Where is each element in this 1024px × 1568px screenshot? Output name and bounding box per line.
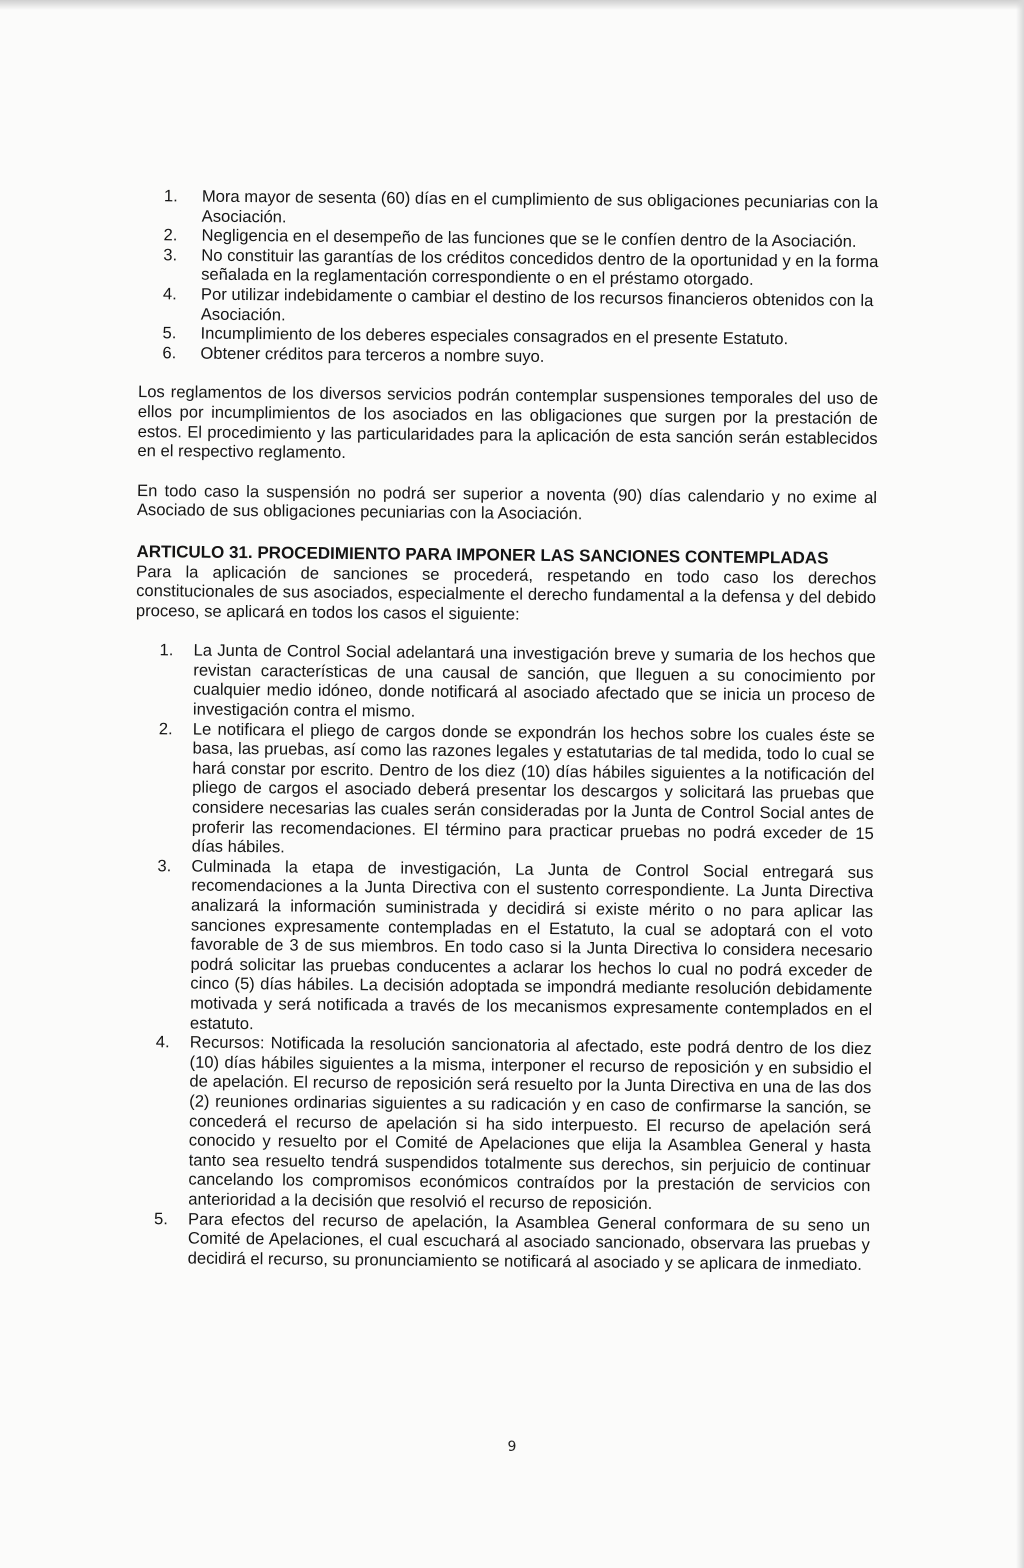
- list-item: 1. Mora mayor de sesenta (60) días en el cumplimiento de sus obligaciones pecuniarias con la Asociación.: [163, 186, 879, 227]
- page-number: 9: [507, 1439, 517, 1455]
- scan-edge-top: [0, 0, 1024, 10]
- paragraph-regulations: Los reglamentos de los diversos servicios podrán contemplar suspensiones temporales del uso de ellos por incumplimientos de los asociados en las obligaciones que surgen por la prestación de estos. El procedimiento y las particularidades para la aplicación de esta sanción serán establecidos en el respectivo reglamento.: [137, 382, 879, 463]
- list-item: 4. Por utilizar indebidamente o cambiar el destino de los recursos financieros obtenidos con la Asociación.: [162, 284, 874, 324]
- article-intro: Para la aplicación de sanciones se procederá, respetando en todo caso los derechos constitucionales de sus asociados, especialmente el derecho fundamental a la defensa y del debido proceso, se aplicará en todos los casos el siguiente:: [135, 561, 877, 624]
- list-item: 5. Para efectos del recurso de apelación, la Asamblea General conformara de su seno un Comité de Apelaciones, el cual escuchará al asociado sancionado, observara las pruebas y decidirá el recurso, su pronunciamiento se notificará al asociado y se aplicara de inmediato.: [154, 1208, 871, 1274]
- scan-edge-right: [1016, 0, 1024, 1568]
- article-heading: ARTICULO 31. PROCEDIMIENTO PARA IMPONER LAS SANCIONES CONTEMPLADAS: [136, 541, 829, 568]
- list-item: 2. Negligencia en el desempeño de las funciones que se le confíen dentro de la Asociación.: [163, 225, 857, 252]
- list-item: 3. Culminada la etapa de investigación, La Junta de Control Social entregará sus recomendaciones a la Junta Directiva con el sustento correspondiente. La Junta Directiva analizará la información suministrada y decidirá si existe mérito o no para aplicar las sanciones expresamente contempladas en el Estatuto, la cual se adoptará con el voto favorable de 3 de sus miembros. En todo caso si la Junta Directiva lo considera necesario podrá solicitar las pruebas conducentes a aclarar los hechos lo cual no podrá exceder de cinco (5) días hábiles. La decisión adoptada se impondrá mediante resolución debidamente motivada y será notificada a través de los mecanismos expresamente contemplados en el estatuto.: [157, 856, 874, 1033]
- list-item: 4. Recursos: Notificada la resolución sancionatoria al afectado, este podrá dentro de los diez (10) días hábiles siguientes a la misma, interponer el recurso de reposición y en subsidio el de apelación. El recurso de reposición será resuelto por la Junta Directiva en una de las dos (2) reuniones ordinarias siguientes a su radicación y en caso de confirmarse la sanción, se concederá el recurso de apelación si ha sido interpuesto. El recurso de apelación será conocido y resuelto por el Comité de Apelaciones que elija la Asamblea General y hasta tanto sea resuelto tendrá suspendidos totalmente sus derechos, sin perjuicio de continuar cancelando los compromisos económicos contraídos por la prestación de servicios con anterioridad a la decisión que resolvió el recurso de reposición.: [155, 1032, 872, 1213]
- list-item: 6. Obtener créditos para terceros a nombre suyo.: [162, 342, 545, 366]
- list-item: 1. La Junta de Control Social adelantará una investigación breve y sumaria de los hechos que revistan características de una causal de sanción, que lleguen a su conocimiento por cualquier medio idóneo, donde notificará al asociado afectado que se inicia un proceso de investigación contra el mismo.: [159, 640, 876, 721]
- document-body: [130, 186, 880, 1274]
- list-item: 2. Le notificara el pliego de cargos donde se expondrán los hechos sobre los cuales éste se basa, las pruebas, así como las razones legales y estatutarias de tal medida, todo lo cual se hará constar por escrito. Dentro de los diez (10) días hábiles siguientes a la notificación del pliego de cargos el asociado deberá presentar los descargos y solicitará las pruebas que considere necesarias las cuales serán consideradas por la Junta de Control Social antes de proferir las recomendaciones. El término para practicar pruebas no podrá exceder de 15 días hábiles.: [158, 718, 875, 857]
- list-item: 5. Incumplimiento de los deberes especiales consagrados en el presente Estatuto.: [162, 323, 789, 349]
- paragraph-suspension-limit: En todo caso la suspensión no podrá ser superior a noventa (90) días calendario y no exime al Asociado de sus obligaciones pecuniarias con la Asociación.: [136, 480, 878, 524]
- list-item: 3. No constituir las garantías de los créditos concedidos dentro de la oportunidad y en la forma señalada en la reglamentación correspondiente o en el préstamo otorgado.: [163, 245, 879, 290]
- sanction-causes-list: [162, 186, 880, 369]
- procedure-list: [154, 640, 876, 1274]
